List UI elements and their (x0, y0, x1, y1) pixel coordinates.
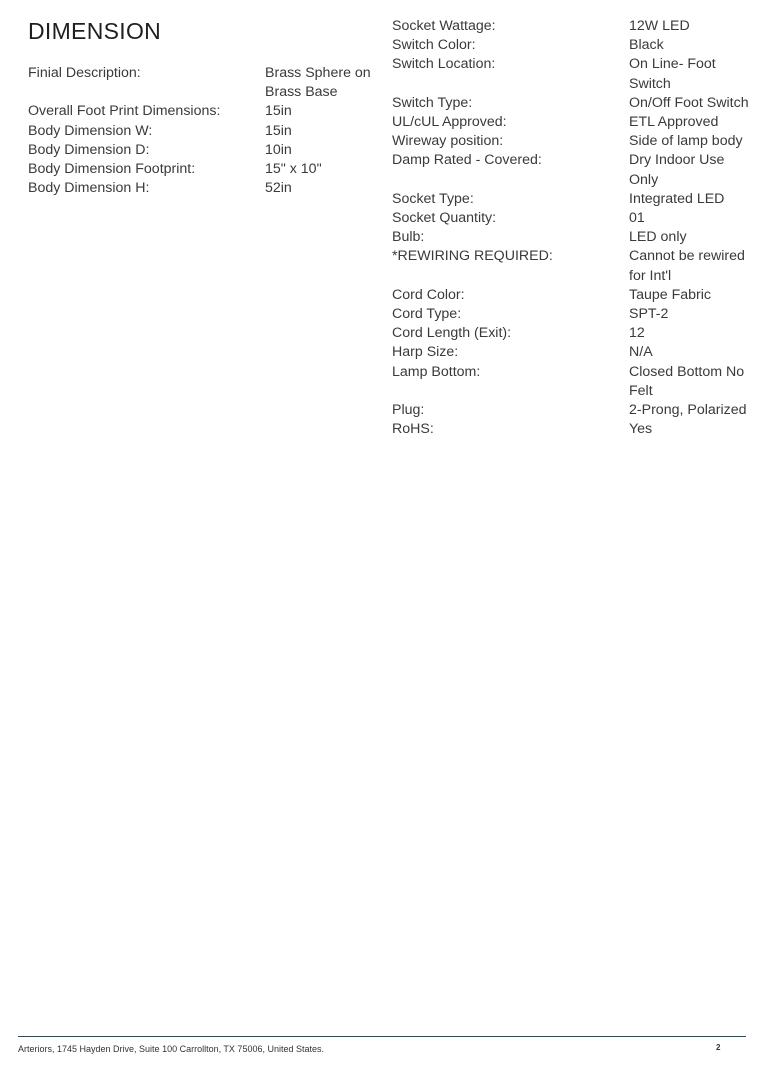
spec-row (392, 209, 752, 228)
spec-label: Body Dimension Footprint: (28, 161, 196, 178)
electrical-specs (392, 17, 752, 439)
spec-row (392, 401, 752, 420)
page-number: 2 (716, 1043, 721, 1052)
section-title: DIMENSION (28, 18, 162, 44)
spec-row (392, 286, 752, 305)
spec-value: On Line- Foot Switch (629, 56, 716, 92)
spec-value: 2-Prong, Polarized (629, 402, 747, 419)
spec-label: Switch Location: (392, 56, 496, 73)
spec-value: Taupe Fabric (629, 286, 712, 303)
spec-value: Dry Indoor Use Only (629, 152, 725, 188)
spec-row (392, 132, 752, 151)
spec-row (392, 247, 752, 285)
spec-value: Closed Bottom No Felt (629, 363, 745, 399)
spec-label: Body Dimension H: (28, 180, 150, 197)
spec-label: Wireway position: (392, 133, 504, 150)
spec-label: Lamp Bottom: (392, 363, 481, 380)
spec-value: Integrated LED (629, 190, 725, 207)
spec-value: 12W LED (629, 18, 690, 34)
spec-row (28, 160, 373, 179)
spec-row (392, 343, 752, 362)
spec-row (392, 94, 752, 113)
spec-row (392, 17, 752, 36)
spec-value: 12 (629, 325, 645, 342)
spec-value: Cannot be rewired for Int'l (629, 248, 745, 284)
spec-label: Switch Color: (392, 37, 476, 54)
spec-label: Socket Wattage: (392, 18, 496, 34)
spec-label: Socket Quantity: (392, 210, 497, 227)
spec-value: Black (629, 37, 664, 54)
spec-label: Body Dimension D: (28, 141, 150, 158)
spec-row (392, 420, 752, 439)
spec-value: 10in (265, 141, 292, 158)
spec-label: Body Dimension W: (28, 122, 153, 139)
spec-row (392, 113, 752, 132)
dimension-specs (28, 64, 373, 198)
spec-row (392, 190, 752, 209)
footer-divider (18, 1036, 746, 1037)
spec-value: LED only (629, 229, 687, 246)
spec-value: 15in (265, 122, 292, 139)
spec-label: Overall Foot Print Dimensions: (28, 103, 221, 120)
spec-row (28, 64, 373, 102)
spec-label: UL/cUL Approved: (392, 114, 507, 131)
spec-value: Side of lamp body (629, 133, 743, 150)
spec-value: 01 (629, 210, 645, 227)
spec-label: Cord Color: (392, 286, 465, 303)
spec-value: ETL Approved (629, 114, 719, 131)
footer-address: Arteriors, 1745 Hayden Drive, Suite 100 Carrollton, TX 75006, United States. (18, 1044, 324, 1054)
spec-label: Bulb: (392, 229, 425, 246)
spec-row (28, 102, 373, 121)
spec-value: SPT-2 (629, 306, 669, 323)
spec-value: N/A (629, 344, 653, 361)
spec-row (392, 324, 752, 343)
spec-value: 15" x 10" (265, 161, 322, 178)
spec-row (28, 122, 373, 141)
spec-label: *REWIRING REQUIRED: (392, 248, 553, 265)
spec-value: Yes (629, 421, 653, 438)
spec-label: Plug: (392, 402, 425, 419)
spec-label: Damp Rated - Covered: (392, 152, 542, 169)
spec-value: On/Off Foot Switch (629, 94, 749, 111)
spec-row (392, 363, 752, 401)
spec-label: Switch Type: (392, 94, 473, 111)
spec-row (392, 305, 752, 324)
spec-row (28, 179, 373, 198)
spec-row (392, 151, 752, 189)
spec-label: Cord Type: (392, 306, 462, 323)
spec-row (392, 228, 752, 247)
spec-value: 52in (265, 180, 292, 197)
spec-label: Cord Length (Exit): (392, 325, 512, 342)
spec-label: Socket Type: (392, 190, 474, 207)
spec-label: Harp Size: (392, 344, 459, 361)
spec-value: Brass Sphere on Brass Base (265, 65, 371, 101)
spec-row (392, 55, 752, 93)
spec-label: Finial Description: (28, 65, 141, 81)
spec-label: RoHS: (392, 421, 434, 438)
spec-row (28, 141, 373, 160)
spec-row (392, 36, 752, 55)
spec-value: 15in (265, 103, 292, 120)
